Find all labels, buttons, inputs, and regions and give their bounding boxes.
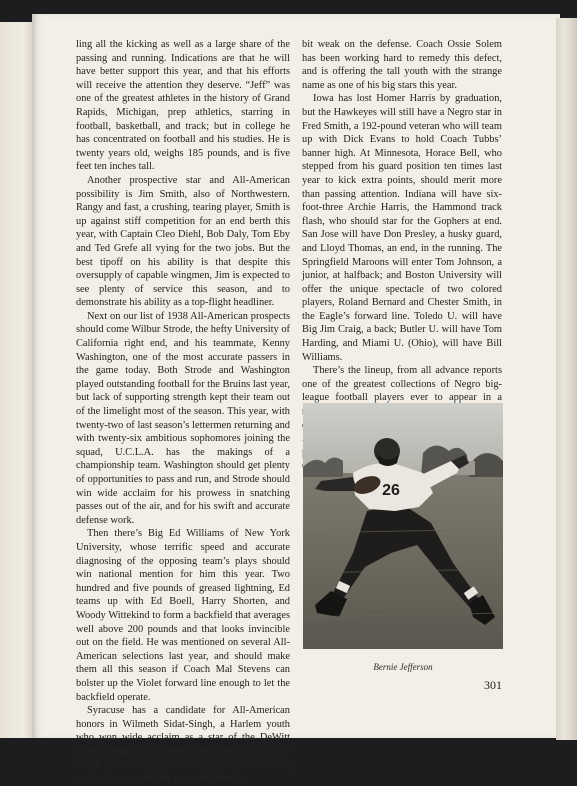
- paragraph: Then there’s Big Ed Williams of New York University, whose terrific speed and accurate diagnosing of the opposing team’s plays should win national mention for him this year. Two hundred and five pounds of greased lightning, Ed teams up with Ed Boell, Harry Shorten, and Woody Wittekind to form a backfield that averages well above 200 pounds and that looks invincible out on the field. He was mentioned on several All-American selections last year, and should make them all this season if Coach Mal Stevens can bolster up the Violet forward line enough to let the backfield operate.: [76, 528, 290, 703]
- paragraph: Syracuse has a candidate for All-American honors in Wilmeth Sidat-Singh, a Harlem youth who won wide acclaim as a star of the DeWitt Clinton High School team a few years ago. Sidat-Singh made headlines last year with his fast, accurate passes, but he was considered a: [76, 705, 290, 785]
- paragraph: ling all the kicking as well as a large share of the passing and running. Indications are that he will have better support this year, and that his efforts will receive the attention they deserve. “Jeff” was one of the greatest athletes in the history of Grand Rapids, Michigan, prep athletics, starring in football, basketball, and track; but in college he has concentrated on football and his studies. He is twenty years old, weighs 185 pounds, and is five feet ten inches tall.: [76, 39, 290, 173]
- paragraph: bit weak on the defense. Coach Ossie Solem has been working hard to remedy this defect, and is offering the tall youth with the strange name as one of his big stars this year.: [302, 39, 502, 91]
- page-number: 301: [484, 678, 502, 692]
- paragraph: There’s the lineup, from all advance reports one of the greatest collections of Negro big-league football players ever to appear in a: [302, 365, 502, 404]
- paragraph: Next on our list of 1938 All-American prospects should come Wilbur Strode, the hefty University of California right end, and his teammate, Kenny Washington, one of the most accurate passers in the game today. Both Strode and Washington played outstanding football for the Bruins last year, but lack of supporting strength kept their team out of the limelight most of the season. This year, with twenty-two of last season’s lettermen returning and with twenty-six ambitious sophomores joining the squad, U.C.L.A. has the makings of a championship team. Washington should get plenty of opportunities to pass and run, and Strode should win wide acclaim for his prowess in snatching passes out of the air, and for his swift and accurate defense work.: [76, 310, 290, 526]
- left-text-column: [76, 38, 290, 786]
- paragraph: Iowa has lost Homer Harris by graduation, but the Hawkeyes will still have a Negro star in Fred Smith, a 192-pound veteran who will team up with Dick Evans to hold Coach Tubbs’ banner high. At Minnesota, Horace Bell, who stepped from his guard position ten times last year to kick extra points, should merit more than passing attention. Indiana will have six-foot-three Archie Harris, the Hammond track flash, who should star for the Gophers at end. San Jose will have Don Presley, a husky guard, and Lloyd Thomas, an end, in the running. The Springfield Maroons will enter Tom Johnson, a junior, at halfback; and Boston University will offer the unique spectacle of two colored players, Roland Bernard and Chester Smith, in the Eagle’s forward line. Toledo U. will have Big Jim Craig, a back; Butler U. will have Tom Harding, and Miami U. (Ohio), will have Bill Williams.: [302, 93, 502, 363]
- paragraph: Another prospective star and All-American possibility is Jim Smith, also of Northwestern. Rangy and fast, a crushing, tearing player, Smith is up against stiff competition for an end berth this year, with Captain Cleo Diehl, Bob Daly, Tom Eby and Ted Grefe all vying for the two jobs. But the best tipoff on his ability is that despite this oversupply of capable wingmen, Jim is expected to see plenty of service this season, and to demonstrate his ability as a top-flight headliner.: [76, 174, 290, 309]
- photo-caption: Bernie Jefferson: [373, 662, 433, 672]
- jersey-number: 26: [382, 482, 400, 499]
- facing-page-edge: [0, 22, 34, 738]
- football-player-photo: [303, 403, 503, 649]
- page-stack-edge: [556, 18, 577, 740]
